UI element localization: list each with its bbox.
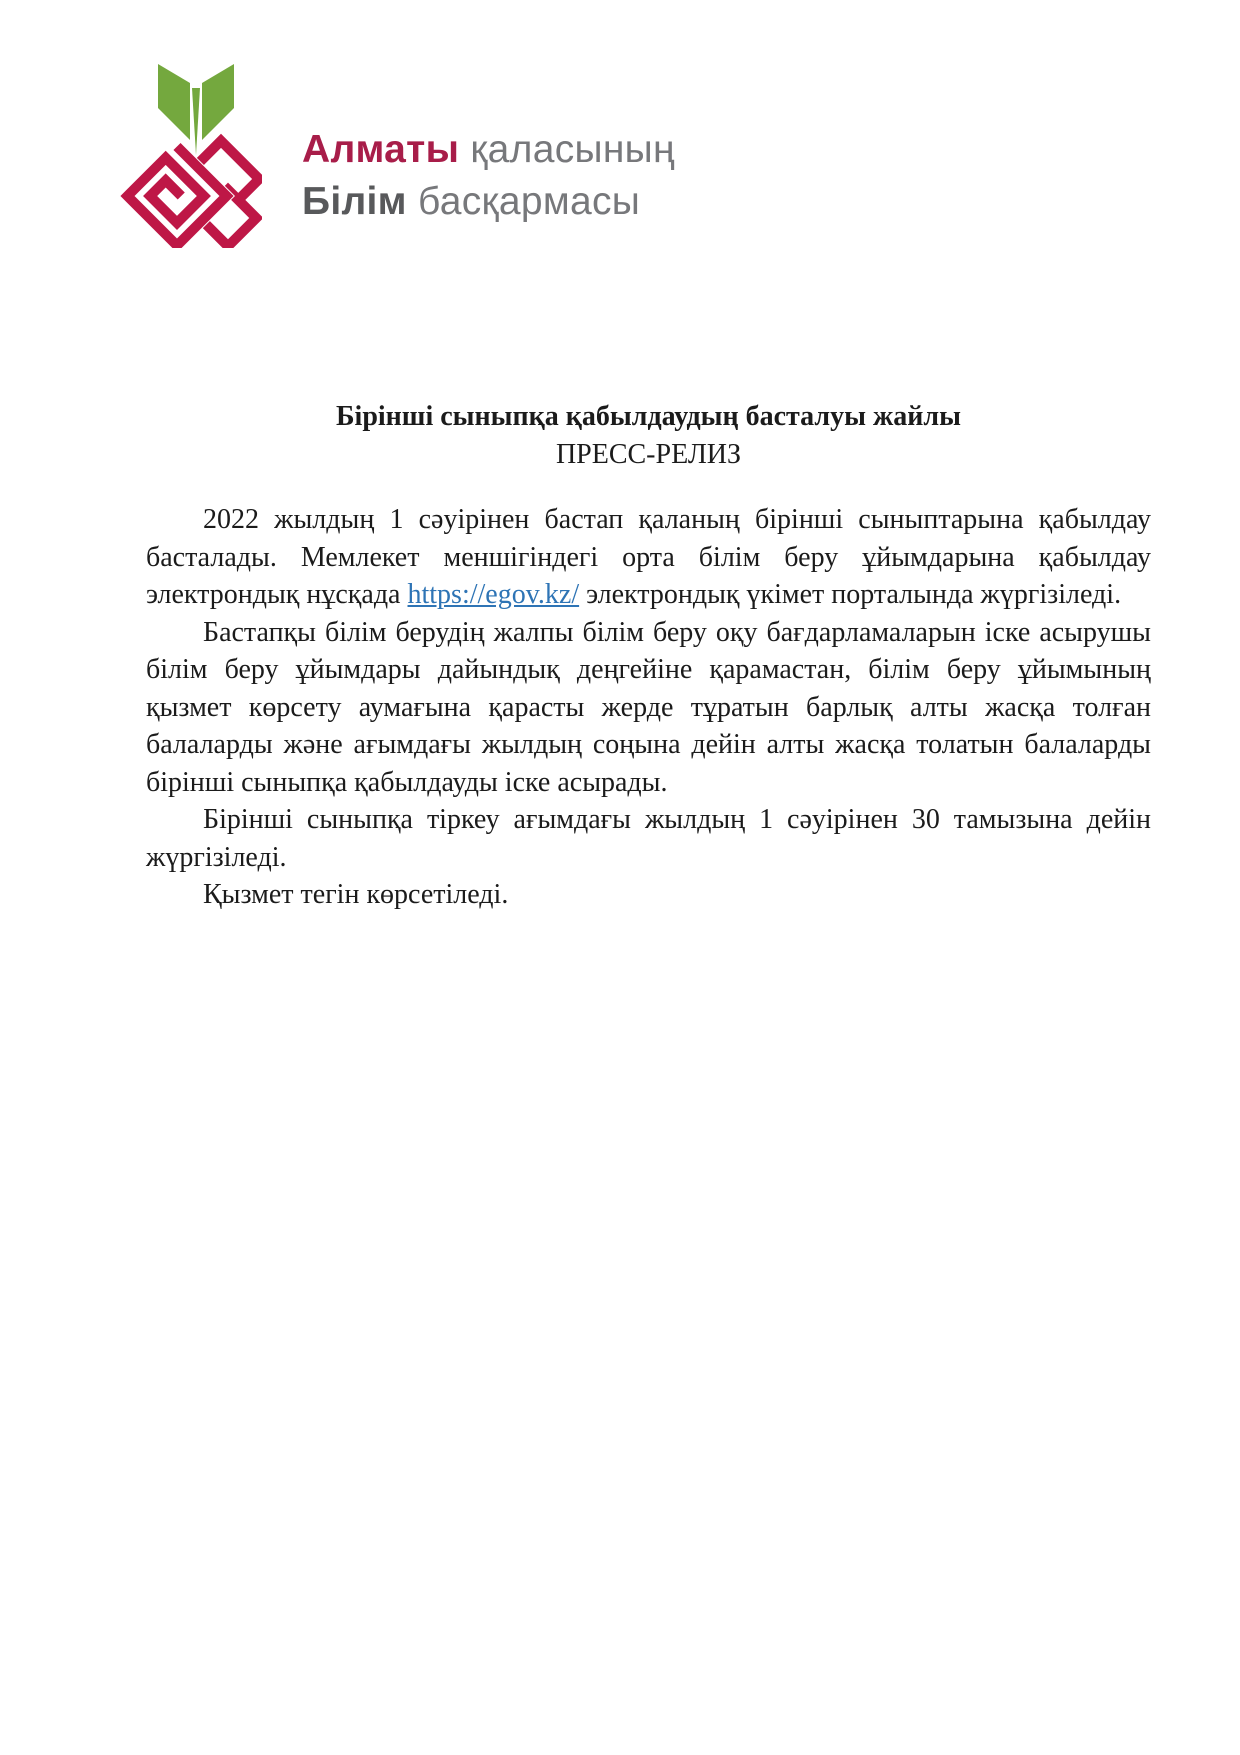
book-sprout-spiral-logo-icon xyxy=(120,58,262,248)
org-logo xyxy=(120,58,675,248)
paragraph-4: Қызмет тегін көрсетіледі. xyxy=(203,879,509,910)
egov-link[interactable]: https://egov.kz/ xyxy=(407,579,580,610)
press-release xyxy=(146,398,1151,914)
org-dept-rest: басқармасы xyxy=(417,180,641,223)
org-name-accent: Алматы xyxy=(302,128,460,171)
org-logo-line1 xyxy=(302,124,675,176)
org-logo-text xyxy=(302,58,675,228)
paragraph-3: Бірінші сыныпқа тіркеу ағымдағы жылдың 1 сәуірінен 30 тамызына дейін жүргізіледі. xyxy=(146,804,1151,873)
paragraph-2: Бастапқы білім берудің жалпы білім беру оқу бағдарламаларын іске асырушы білім беру ұйымдары дайындық деңгейіне қарамастан, білім беру ұйымының қызмет көрсету аумағына қарасты жерде тұратын барлық алты жасқа толған балаларды және ағымдағы жылдың соңына дейін алты жасқа толатын балаларды бірінші сыныпқа қабылдауды іске асырады. xyxy=(146,616,1151,798)
org-logo-line2 xyxy=(302,176,675,228)
press-release-title: Бірінші сыныпқа қабылдаудың басталуы жайлы xyxy=(336,401,961,432)
org-dept-accent: Білім xyxy=(302,180,407,223)
press-release-subtitle: ПРЕСС-РЕЛИЗ xyxy=(555,438,742,470)
paragraph-1-pre-link: 2022 жылдың 1 сәуірінен бастап қаланың бірінші сыныптарына қабылдау басталады. Мемлекет меншігіндегі орта білім беру ұйымдарына қабылдау электрондық нұсқада xyxy=(146,504,1151,610)
org-name-rest: қаласының xyxy=(470,128,675,171)
paragraph-1 xyxy=(146,501,1151,614)
paragraph-1-post-link: электрондық үкімет порталында жүргізіледі. xyxy=(579,579,1122,610)
